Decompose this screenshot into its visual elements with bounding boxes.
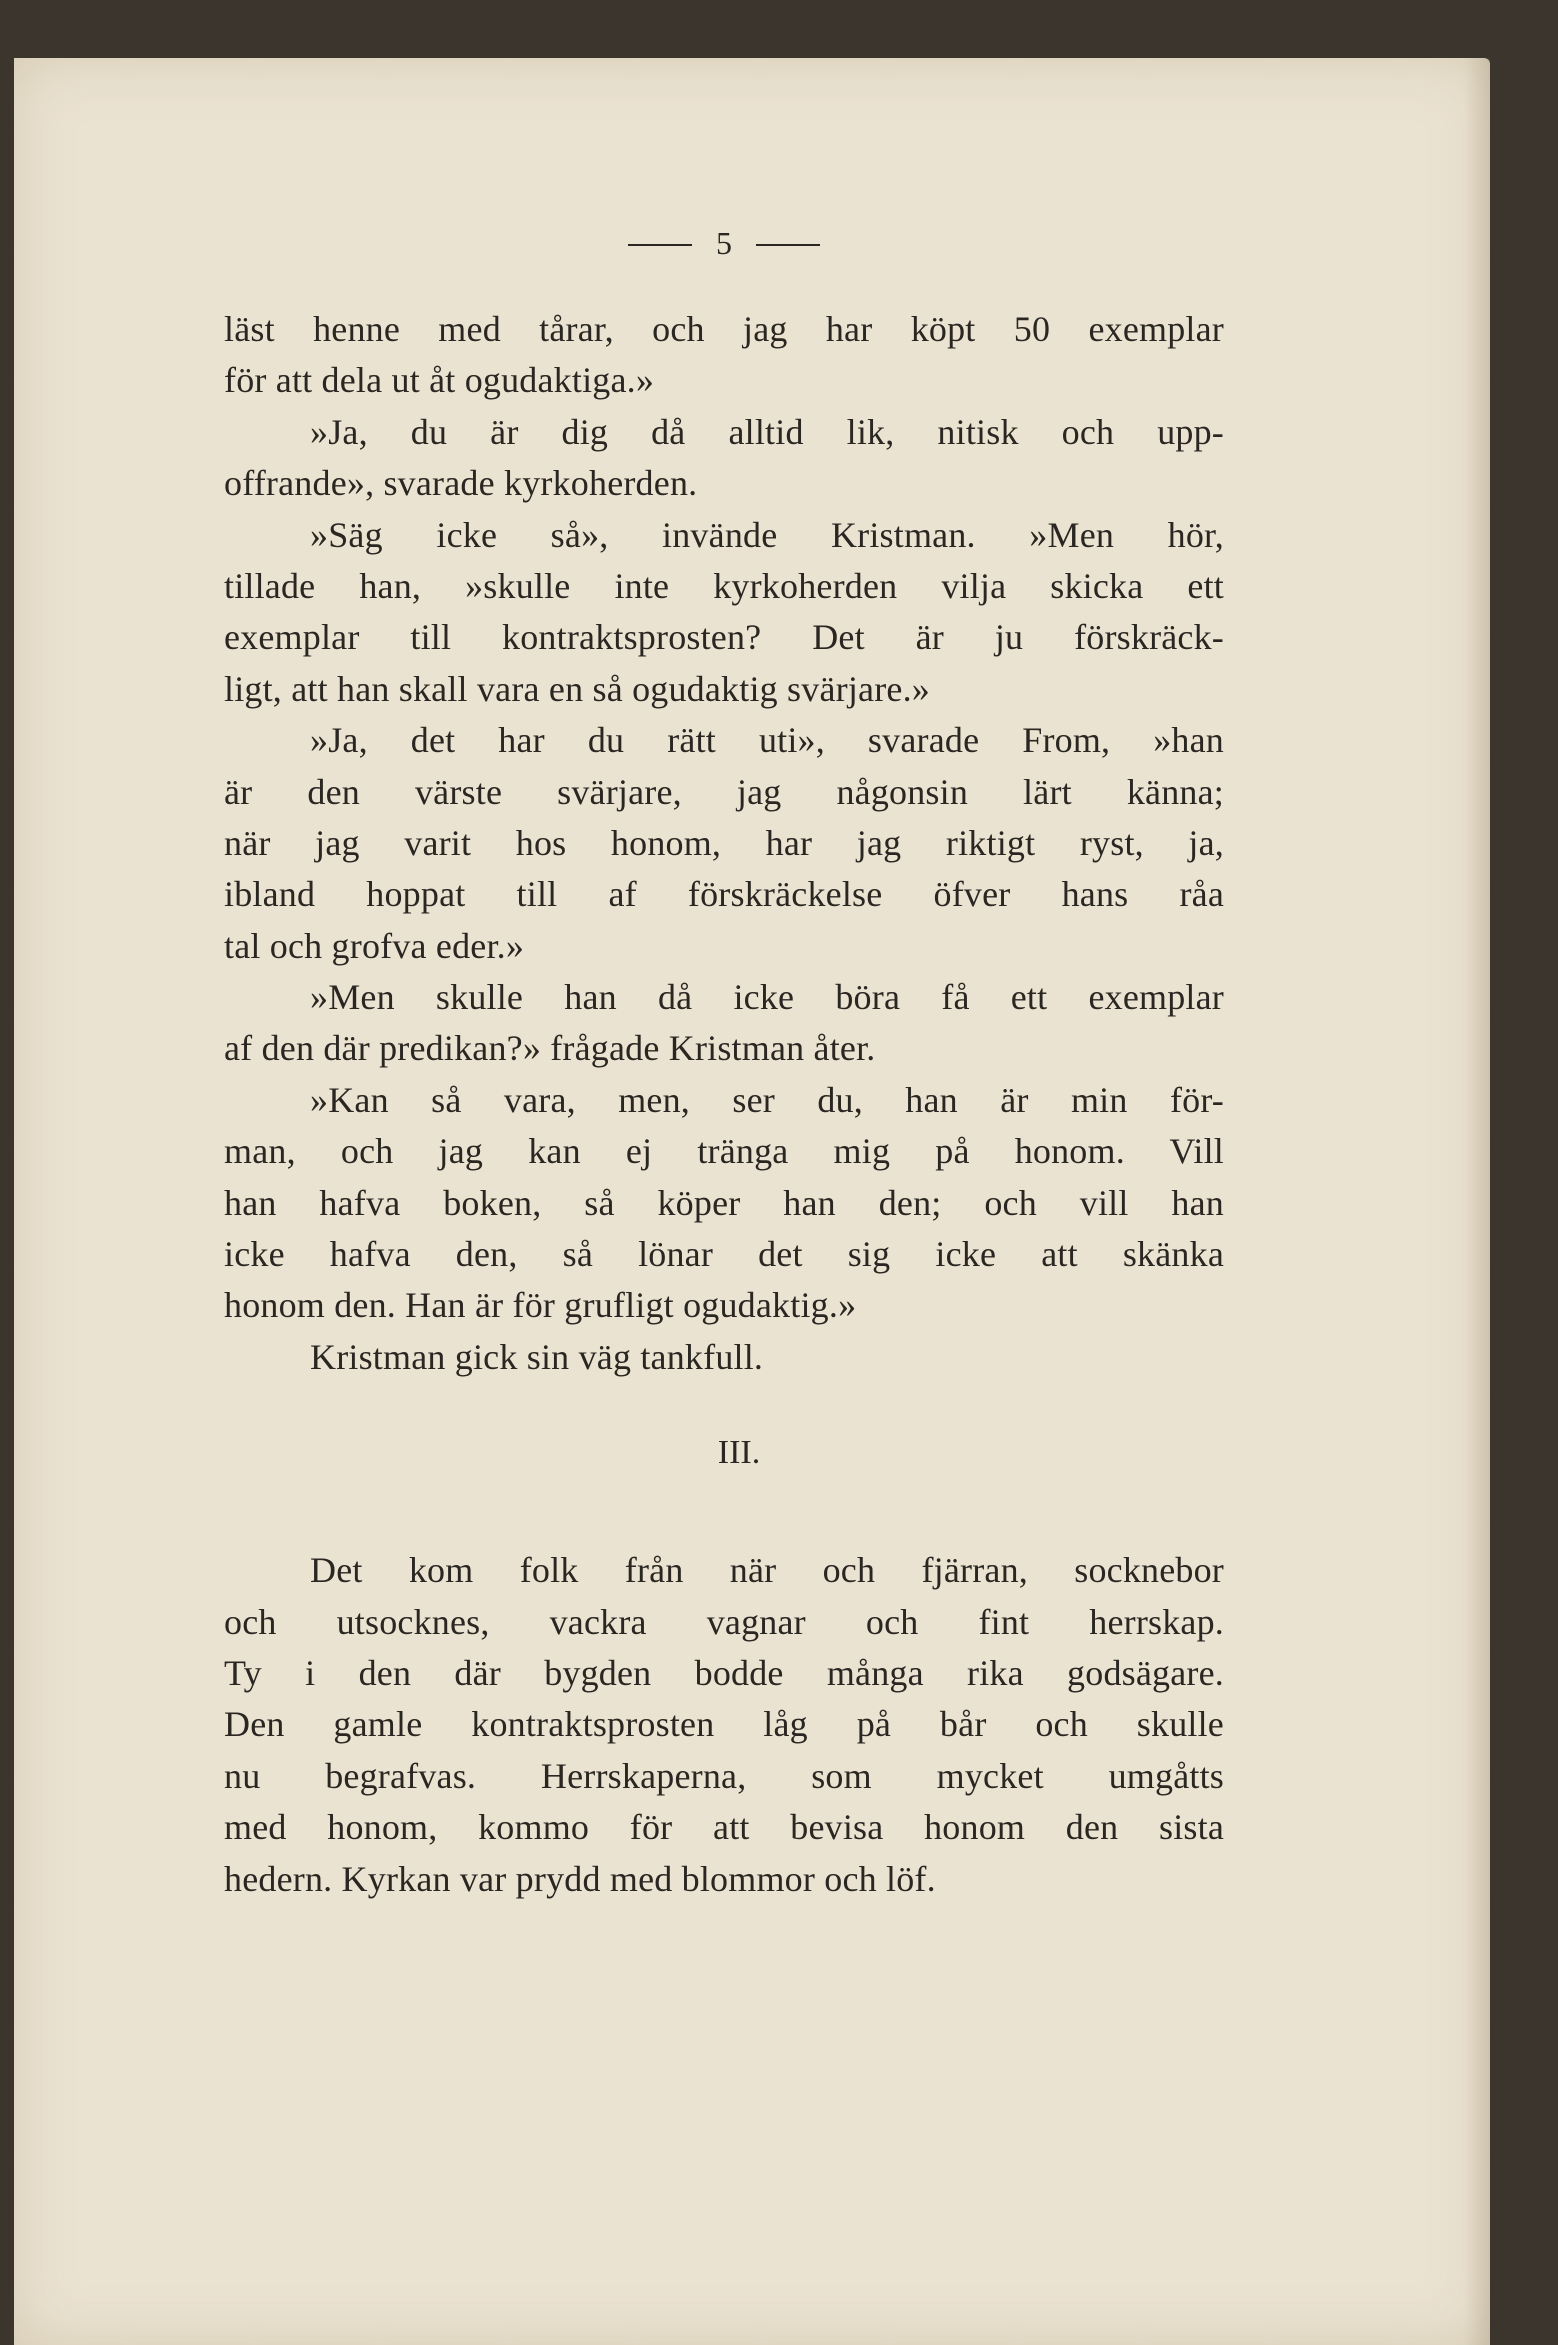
text-line: tal och grofva eder.»: [224, 925, 525, 966]
text-line: och utsocknes, vackra vagnar och fint herrskap.: [224, 1601, 1224, 1642]
text-line: honom den. Han är för grufligt ogudaktig.»: [224, 1285, 857, 1326]
text-line: »Ja, det har du rätt uti», svarade From, »han: [310, 720, 1224, 761]
text-line: »Säg icke så», invände Kristman. »Men hör,: [310, 514, 1224, 555]
text-line: är den värste svärjare, jag någonsin lärt känna;: [224, 771, 1224, 812]
text-section-2: [224, 1545, 1224, 1905]
text-line: icke hafva den, så lönar det sig icke att skänka: [224, 1234, 1224, 1275]
section-gap: [224, 1495, 1224, 1545]
page-number-header: [224, 218, 1224, 269]
text-line: »Men skulle han då icke böra få ett exemplar: [310, 977, 1224, 1018]
text-line: Den gamle kontraktsprosten låg på bår och skulle: [224, 1704, 1224, 1745]
text-line: läst henne med tårar, och jag har köpt 50 exemplar: [224, 309, 1224, 349]
text-line: ibland hoppat till af förskräckelse öfver hans råa: [224, 874, 1224, 915]
right-dash-rule: [756, 244, 820, 246]
page-edge-shadow: [1464, 58, 1490, 2345]
body-text: [224, 304, 1224, 1905]
page-number: 5: [716, 225, 732, 261]
text-line: nu begrafvas. Herrskaperna, som mycket umgåtts: [224, 1755, 1224, 1796]
text-line: »Ja, du är dig då alltid lik, nitisk och upp-: [310, 411, 1224, 452]
text-line: man, och jag kan ej tränga mig på honom. Vill: [224, 1131, 1224, 1172]
text-line: Det kom folk från när och fjärran, socknebor: [310, 1550, 1224, 1591]
text-line: han hafva boken, så köper han den; och vill han: [224, 1182, 1224, 1223]
text-line: Ty i den där bygden bodde många rika godsägare.: [224, 1652, 1224, 1693]
text-line: af den där predikan?» frågade Kristman åter.: [224, 1028, 876, 1069]
text-line: för att dela ut åt ogudaktiga.»: [224, 360, 655, 401]
section-heading: III.: [717, 1434, 761, 1472]
text-line: med honom, kommo för att bevisa honom den sista: [224, 1807, 1224, 1848]
text-section-1: [224, 304, 1224, 1383]
text-line: hedern. Kyrkan var prydd med blommor och löf.: [224, 1858, 936, 1899]
text-line: Kristman gick sin väg tankfull.: [310, 1336, 764, 1377]
text-line: när jag varit hos honom, har jag riktigt ryst, ja,: [224, 822, 1224, 863]
text-line: tillade han, »skulle inte kyrkoherden vilja skicka ett: [224, 565, 1224, 606]
text-line: »Kan så vara, men, ser du, han är min för-: [310, 1079, 1224, 1120]
text-line: exemplar till kontraktsprosten? Det är ju förskräck-: [224, 617, 1224, 658]
text-line: offrande», svarade kyrkoherden.: [224, 463, 698, 504]
left-dash-rule: [628, 244, 692, 246]
text-line: ligt, att han skall vara en så ogudaktig svärjare.»: [224, 668, 930, 709]
